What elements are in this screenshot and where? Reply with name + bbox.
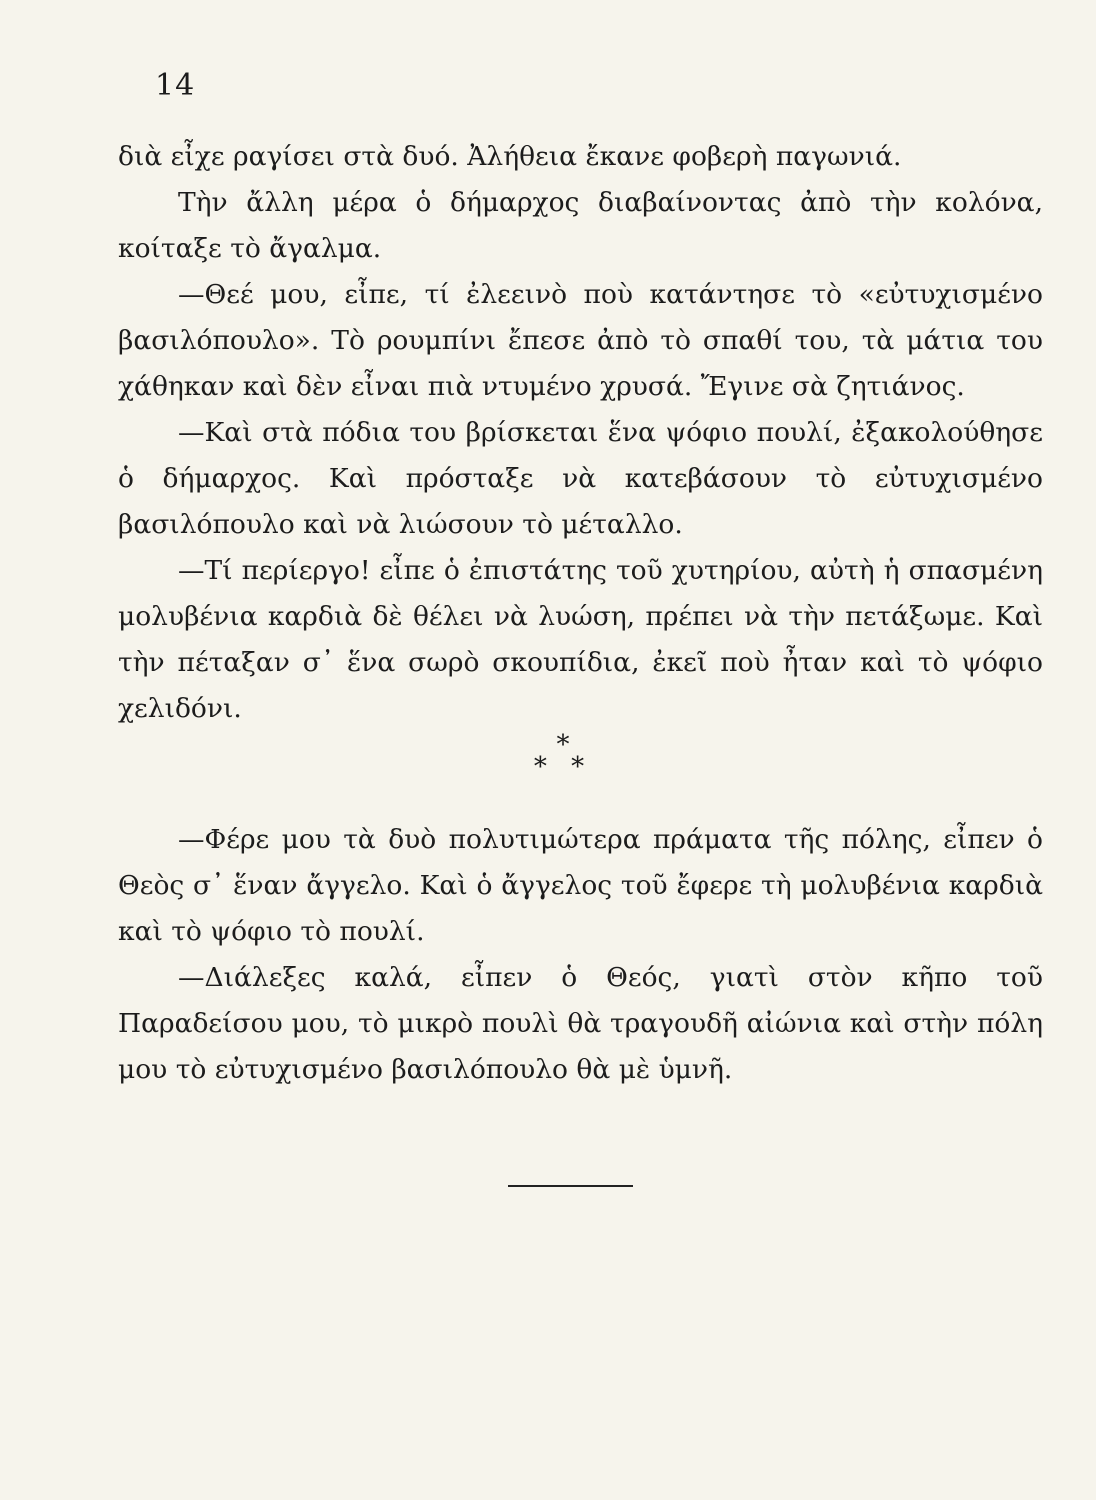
paragraph: —Θεέ μου, εἶπε, τί ἐλεεινὸ ποὺ κατάντησε τὸ «εὐτυχισμένο βασιλόπουλο». Τὸ ρουμπίνι ἔπεσε ἀπὸ τὸ σπαθί του, τὰ μάτια του χάθηκαν καὶ δὲν εἶναι πιὰ ντυμένο χρυσά. Ἔγινε σὰ ζητιάνος. (118, 279, 1043, 402)
asterism-divider (0, 730, 1096, 782)
text-section-2 (118, 817, 1043, 1093)
asterism-bottom: * * (533, 752, 593, 782)
end-rule (508, 1185, 633, 1187)
paragraph: —Καὶ στὰ πόδια του βρίσκεται ἕνα ψόφιο πουλί, ἐξακολούθησε ὁ δήμαρχος. Καὶ πρόσταξε νὰ κατεβάσουν τὸ εὐτυχισμένο βασιλόπουλο καὶ νὰ λιώσουν τὸ μέταλλο. (118, 417, 1043, 540)
paragraph: διὰ εἶχε ραγίσει στὰ δυό. Ἀλήθεια ἔκανε φοβερὴ παγωνιά. (118, 141, 902, 172)
paragraph: —Τί περίεργο! εἶπε ὁ ἐπιστάτης τοῦ χυτηρίου, αὐτὴ ἡ σπασμένη μολυβένια καρδιὰ δὲ θέλει νὰ λυώση, πρέπει νὰ τὴν πετάξωμε. Καὶ τὴν πέταξαν σ᾽ ἕνα σωρὸ σκουπίδια, ἐκεῖ ποὺ ἦταν καὶ τὸ ψόφιο χελιδόνι. (118, 555, 1043, 724)
paragraph: —Διάλεξες καλά, εἶπεν ὁ Θεός, γιατὶ στὸν κῆπο τοῦ Παραδείσου μου, τὸ μικρὸ πουλὶ θὰ τραγουδῆ αἰώνια καὶ στὴν πόλη μου τὸ εὐτυχισμένο βασιλόπουλο θὰ μὲ ὑμνῆ. (118, 962, 1043, 1085)
paragraph: —Φέρε μου τὰ δυὸ πολυτιμώτερα πράματα τῆς πόλης, εἶπεν ὁ Θεὸς σ᾽ ἕναν ἄγγελο. Καὶ ὁ ἄγγελος τοῦ ἔφερε τὴ μολυβένια καρδιὰ καὶ τὸ ψόφιο τὸ πουλί. (118, 824, 1043, 947)
asterism-top: * (556, 730, 570, 760)
text-section-1 (118, 134, 1043, 732)
page-number: 14 (155, 68, 196, 103)
paragraph: Τὴν ἄλλη μέρα ὁ δήμαρχος διαβαίνοντας ἀπὸ τὴν κολόνα, κοίταξε τὸ ἄγαλμα. (118, 187, 1043, 264)
